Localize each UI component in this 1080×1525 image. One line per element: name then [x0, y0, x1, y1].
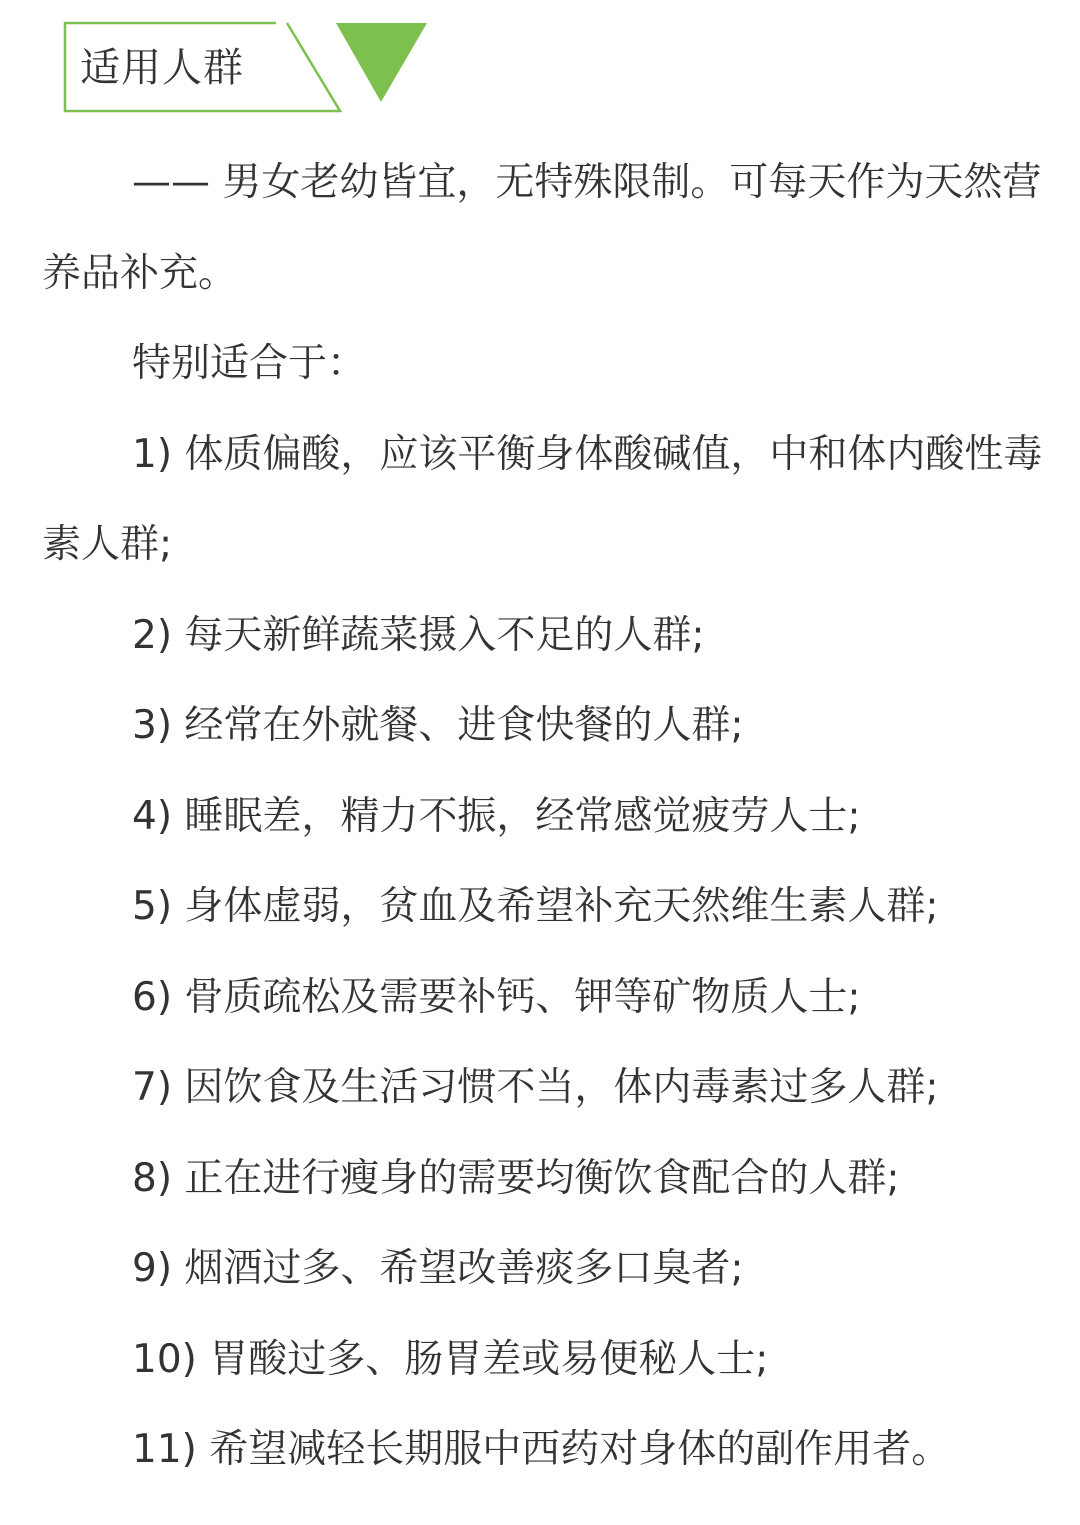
- list-item: 9) 烟酒过多、希望改善痰多口臭者;: [132, 1246, 744, 1291]
- section-title: 适用人群: [80, 45, 244, 91]
- content-body: [42, 138, 1052, 1496]
- list-item: 5) 身体虚弱，贫血及希望补充天然维生素人群;: [132, 884, 939, 929]
- list-item: 1) 体质偏酸，应该平衡身体酸碱值，中和体内酸性毒素人群;: [42, 431, 1043, 567]
- list-item: 4) 睡眠差，精力不振，经常感觉疲劳人士;: [132, 793, 861, 839]
- list-item: 6) 骨质疏松及需要补钙、钾等矿物质人士;: [132, 974, 861, 1020]
- intro-paragraph: —— 男女老幼皆宜，无特殊限制。可每天作为天然营养品补充。: [42, 160, 1042, 296]
- list-item: 8) 正在进行瘦身的需要均衡饮食配合的人群;: [132, 1155, 900, 1201]
- list-item: 10) 胃酸过多、肠胃差或易便秘人士;: [132, 1336, 769, 1382]
- list-item: 7) 因饮食及生活习惯不当，体内毒素过多人群;: [132, 1065, 939, 1110]
- list-item: 11) 希望减轻长期服中西药对身体的副作用者。: [132, 1427, 951, 1472]
- triangle-down-icon: [336, 23, 427, 102]
- section-header: [0, 0, 1080, 120]
- suitable-heading: 特别适合于：: [132, 341, 367, 386]
- list-item: 3) 经常在外就餐、进食快餐的人群;: [132, 703, 744, 748]
- list-item: 2) 每天新鲜蔬菜摄入不足的人群;: [132, 612, 705, 658]
